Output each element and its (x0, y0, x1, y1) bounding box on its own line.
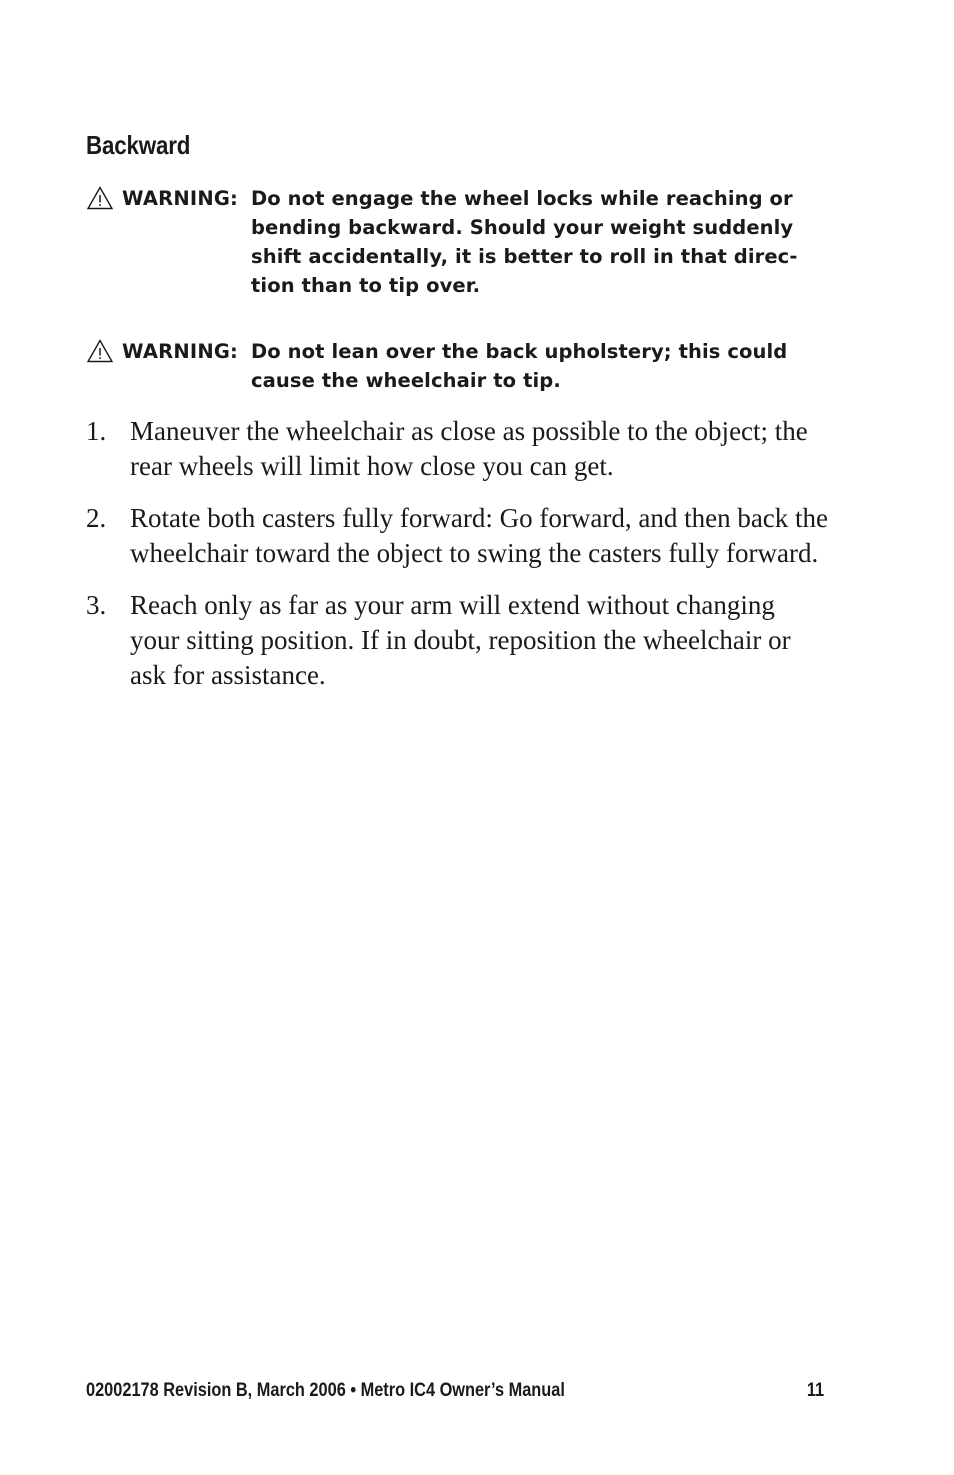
step-text (130, 414, 836, 484)
step-text-line: rear wheels will limit how close you can get. (130, 451, 614, 481)
page-footer (86, 1380, 826, 1406)
step-number: 1. (86, 416, 107, 446)
step-number: 2. (86, 503, 107, 533)
step-text-line: ask for assistance. (130, 660, 326, 690)
step-item (86, 414, 836, 484)
warning-triangle-icon (87, 339, 113, 363)
step-text-line: Maneuver the wheelchair as close as possible to the object; the (130, 416, 808, 446)
step-text (130, 588, 836, 693)
warning-block (86, 337, 826, 395)
step-text (130, 501, 836, 571)
step-text-line: Reach only as far as your arm will extend without changing (130, 590, 775, 620)
warning-text-line: cause the wheelchair to tip. (251, 369, 561, 392)
warning-label: WARNING: (122, 187, 239, 210)
warning-text (251, 184, 826, 300)
warning-text (251, 337, 826, 395)
warning-label: WARNING: (122, 340, 239, 363)
warning-text-line: bending backward. Should your weight suddenly (251, 216, 794, 239)
step-item (86, 501, 836, 571)
step-text-line: your sitting position. If in doubt, reposition the wheelchair or (130, 625, 791, 655)
steps-list (86, 414, 836, 710)
warning-text-line: shift accidentally, it is better to roll in that direc- (251, 245, 798, 268)
page-number: 11 (806, 1380, 824, 1401)
warning-text-line: Do not lean over the back upholstery; this could (251, 340, 788, 363)
warning-text-line: Do not engage the wheel locks while reaching or (251, 187, 793, 210)
step-text-line: wheelchair toward the object to swing the casters fully forward. (130, 538, 819, 568)
step-item (86, 588, 836, 693)
footer-document-info: 02002178 Revision B, March 2006 • Metro IC4 Owner’s Manual (86, 1380, 565, 1401)
step-text-line: Rotate both casters fully forward: Go forward, and then back the (130, 503, 829, 533)
warning-text-line: tion than to tip over. (251, 274, 481, 297)
step-number: 3. (86, 590, 107, 620)
section-heading: Backward (86, 130, 191, 160)
warning-block (86, 184, 826, 300)
warning-triangle-icon (87, 186, 113, 210)
